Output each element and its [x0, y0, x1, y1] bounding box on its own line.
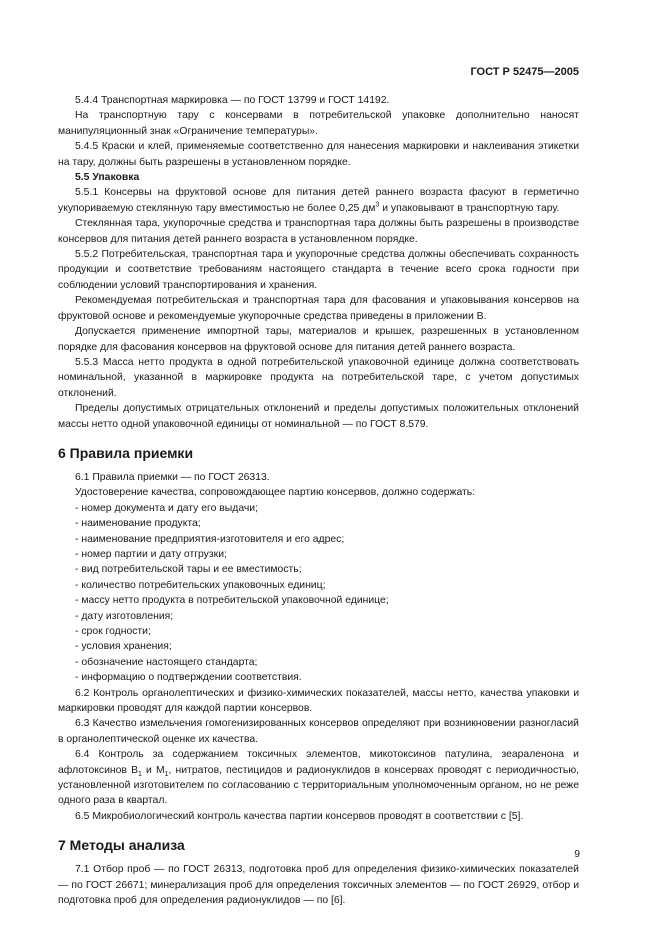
paragraph-7-1: 7.1 Отбор проб — по ГОСТ 26313, подготовка проб для определения физико-химических показателей — по ГОСТ 26671; минерализация проб для определения токсичных элементов — по ГОСТ 26929, отбор и подготовка проб для определения радионуклидов — по [6].	[58, 864, 579, 907]
list-item: - условия хранения;	[75, 641, 172, 653]
list-item: - номер партии и дату отгрузки;	[75, 548, 227, 560]
list-item: - массу нетто продукта в потребительской упаковочной единице;	[75, 595, 389, 607]
subsection-title-5-5: 5.5 Упаковка	[75, 172, 140, 184]
paragraph-5-5-2-import: Допускается применение импортной тары, материалов и крышек, разрешенных в установленном порядке для фасования консервов на фруктовой основе для питания детей раннего возраста.	[58, 326, 579, 353]
list-item: - количество потребительских упаковочных единиц;	[75, 579, 326, 591]
paragraph-6-5: 6.5 Микробиологический контроль качества партии консервов проводят в соответствии с [5].	[75, 810, 524, 822]
paragraph-5-5-1-container: Стеклянная тара, укупорочные средства и транспортная тара должны быть разрешены в производстве консервов для питания детей раннего возраста в установленном порядке.	[58, 218, 579, 245]
paragraph-5-5-2: 5.5.2 Потребительская, транспортная тара и укупорочные средства должны обеспечивать сохранность продукции и соответствие требованиям настоящего стандарта в течение всего срока годности при соблюдении условий транспортирования и хранения.	[58, 249, 579, 291]
standard-designation: ГОСТ Р 52475—2005	[470, 66, 579, 78]
certificate-contents-list	[58, 501, 579, 686]
paragraph-6-1: 6.1 Правила приемки — по ГОСТ 26313.	[75, 471, 270, 483]
paragraph-5-5-2-recommended: Рекомендуемая потребительская и транспортная тара для фасования и упаковывания консервов на фруктовой основе и рекомендуемые укупорочные средства приведены в приложении В.	[58, 295, 579, 322]
document-body	[58, 93, 579, 909]
paragraph-5-5-3: 5.5.3 Масса нетто продукта в одной потребительской упаковочной единице должна соответствовать номинальной, указанной в маркировке продукта на потребительской таре, с учетом допустимых отклонений.	[58, 356, 579, 399]
section-title-7: 7 Методы анализа	[58, 837, 185, 854]
page-number: 9	[574, 849, 580, 860]
paragraph-6-2: 6.2 Контроль органолептических и физико-химических показателей, массы нетто, качества упаковки и маркировки проводят для каждой партии консервов.	[58, 687, 579, 715]
paragraph-5-5-3-limits: Пределы допустимых отрицательных отклонений и пределы допустимых положительных отклонений массы нетто одной упаковочной единицы от номинальной — по ГОСТ 8.579.	[58, 403, 579, 430]
paragraph-6-4: 6.4 Контроль за содержанием токсичных элементов, микотоксинов патулина, зеараленона и афлотоксинов $В_1$ и $М_1$, нитратов, пестицидов и радионуклидов в консервах проводят с периодичностью, установленной изготовителем по согласованию с территориальным уполномоченным органом, но не реже одного раза в квартал.	[58, 749, 580, 807]
paragraph-5-4-5: 5.4.5 Краски и клей, применяемые соответственно для нанесения маркировки и наклеивания этикетки на тару, должны быть разрешены в установленном порядке.	[58, 141, 579, 168]
list-item: - наименование продукта;	[75, 518, 201, 530]
list-item: - вид потребительской тары и ее вместимость;	[75, 564, 302, 576]
paragraph-6-1-certificate: Удостоверение качества, сопровождающее партию консервов, должно содержать:	[75, 487, 476, 499]
paragraph-5-4-4: 5.4.4 Транспортная маркировка — по ГОСТ 13799 и ГОСТ 14192.	[75, 95, 390, 106]
paragraph-6-3: 6.3 Качество измельчения гомогенизированных консервов определяют при возникновении разногласий в органолептической оценке их качества.	[58, 718, 579, 745]
list-item: - дату изготовления;	[75, 610, 174, 622]
list-item: - срок годности;	[75, 626, 151, 637]
list-item: - номер документа и дату его выдачи;	[75, 502, 258, 514]
list-item: - информацию о подтверждении соответствия.	[75, 672, 302, 684]
paragraph-5-5-1: 5.5.1 Консервы на фруктовой основе для питания детей раннего возраста фасуют в герметично укупориваемую стеклянную тару вместимостью не более 0,25 $дм^3$ и упаковывают в транспортную тару.	[58, 187, 579, 214]
list-item: - обозначение настоящего стандарта;	[75, 656, 258, 668]
list-item: - наименование предприятия-изготовителя и его адрес;	[75, 533, 345, 545]
section-title-6: 6 Правила приемки	[58, 444, 194, 461]
paragraph-5-4-4-note: На транспортную тару с консервами в потребительской упаковке дополнительно наносят манипуляционный знак «Ограничение температуры».	[58, 110, 579, 137]
